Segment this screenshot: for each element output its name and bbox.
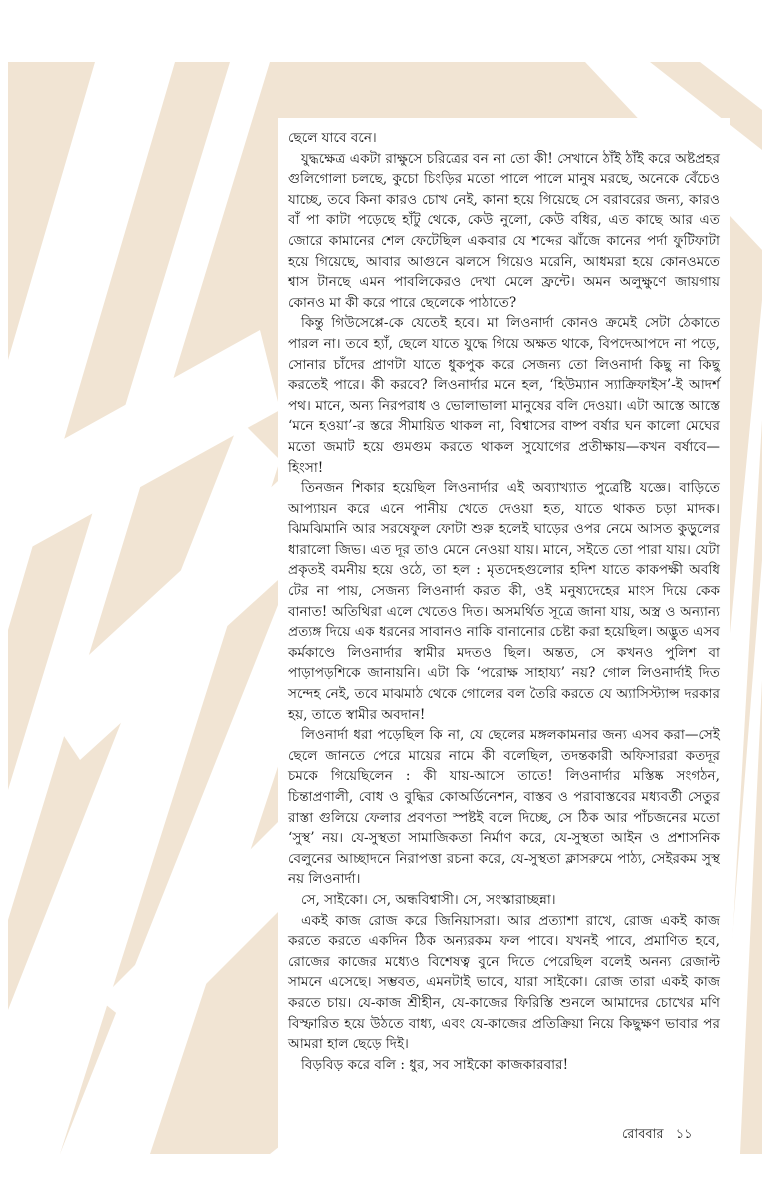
article-paragraph: বিড়বিড় করে বলি : ধুর, সব সাইকো কাজকারবার!	[301, 1056, 569, 1073]
article-paragraph: তিনজন শিকার হয়েছিল লিওনার্দার এই অব্যাখ্যাত পুত্রেষ্টি যজ্ঞে। বাড়িতে আপ্যায়ন করে এনে পানীয় খেতে দেওয়া হত, যাতে থাকত চড়া মাদক। ঝিমঝিমানি আর সরষেফুল ফোটা শুরু হলেই ঘাড়ের ওপর নেমে আসত কুড়ুলের ধারালো জিভ। এত দূর তাও মেনে নেওয়া যায়। মানে, সইতে তো পারা যায়। যেটা প্রকৃতই বমনীয় হয়ে ওঠে, তা হল : মৃতদেহগুলোর হদিশ যাতে কাকপক্ষী অবধি টের না পায়, সেজন্য লিওনার্দা করত কী, ওই মনুষ্যদেহের মাংস দিয়ে কেক বানাত! অতিথিরা এলে খেতেও দিত। অসমর্থিত সূত্রে জানা যায়, অস্ত্র ও অন্যান্য প্রত্যঙ্গ দিয়ে এক ধরনের সাবানও নাকি বানানোর চেষ্টা করা হয়েছিল। অদ্ভুত এসব কর্মকাণ্ডে লিওনার্দার স্বামীর মদতও ছিল। অন্তত, সে কখনও পুলিশ বা পাড়াপড়শিকে জানায়নি। এটা কি ‘পরোক্ষ সাহায্য’ নয়? গোল লিওনার্দাই দিত সন্দেহ নেই, তবে মাঝমাঠ থেকে গোলের বল তৈরি করতে যে অ্যাসিস্ট্যান্স দরকার হয়, তাতে স্বামীর অবদান!	[288, 480, 720, 723]
footer-page-number: ১১	[675, 1127, 693, 1142]
article-paragraph: একই কাজ রোজ করে জিনিয়াসরা। আর প্রত্যাশা রাখে, রোজ একই কাজ করতে করতে একদিন ঠিক অন্যরকম ফল পাবে। যখনই পাবে, প্রমাণিত হবে, রোজের কাজের মধ্যেও বিশেষত্ব বুনে দিতে পেরেছিল বলেই অনন্য রেজাল্ট সামনে এসেছে। সম্ভবত, এমনটাই ভাবে, যারা সাইকো। রোজ তারা একই কাজ করতে চায়। যে-কাজ শ্রীহীন, যে-কাজের ফিরিস্তি শুনলে আমাদের চোখের মণি বিস্ফারিত হয়ে উঠতে বাধ্য, এবং যে-কাজের প্রতিক্রিয়া নিয়ে কিছুক্ষণ ভাবার পর আমরা হাল ছেড়ে দিই।	[288, 912, 720, 1053]
page-footer	[614, 1125, 693, 1146]
article-paragraph: লিওনার্দা ধরা পড়েছিল কি না, যে ছেলের মঙ্গলকামনার জন্য এসব করা—সেই ছেলে জানতে পেরে মায়ের নামে কী বলেছিল, তদন্তকারী অফিসাররা কতদূর চমকে গিয়েছিলেন : কী যায়-আসে তাতে! লিওনার্দার মস্তিষ্ক সংগঠন, চিন্তাপ্রণালী, বোধ ও বুদ্ধির কোঅর্ডিনেশন, বাস্তব ও পরাবাস্তবের মধ্যবর্তী সেতুর রাস্তা গুলিয়ে ফেলার প্রবণতা স্পষ্টই বলে দিচ্ছে, সে ঠিক আর পাঁচজনের মতো ‘সুস্থ’ নয়। যে-সুস্থতা সামাজিকতা নির্মাণ করে, যে-সুস্থতা আইন ও প্রশাসনিক বেলুনের আচ্ছাদনে নিরাপত্তা রচনা করে, যে-সুস্থতা ক্লাসরুমে পাঠ্য, সেইরকম সুস্থ নয় লিওনার্দা।	[288, 727, 720, 888]
article-paragraph: যুদ্ধক্ষেত্র একটা রাক্ষুসে চরিত্রের বন না তো কী! সেখানে ঠাঁই ঠাঁই করে অষ্টপ্রহর গুলিগোলা চলছে, কুচো চিংড়ির মতো পালে পালে মানুষ মরছে, অনেকে বেঁচেও যাচ্ছে, তবে কিনা কারও চোখ নেই, কানা হয়ে গিয়েছে সে বরাবরের জন্য, কারও বাঁ পা কাটা পড়েছে হাঁটু থেকে, কেউ নুলো, কেউ বধির, এত কাছে আর এত জোরে কামানের শেল ফেটেছিল একবার যে শব্দের ঝাঁজে কানের পর্দা ফুটিফাটা হয়ে গিয়েছে, আবার আগুনে ঝলসে গিয়েও মরেনি, আধমরা হয়ে কোনওমতে শ্বাস টানছে এমন পাবলিকেরও দেখা মেলে ফ্রন্টে। অমন অলুক্ষুণে জায়গায় কোনও মা কী করে পারে ছেলেকে পাঠাতে?	[288, 150, 720, 311]
article-paragraph: সে, সাইকো। সে, অন্ধবিশ্বাসী। সে, সংস্কারাচ্ছন্না।	[301, 891, 556, 908]
article-body	[288, 128, 720, 1075]
footer-section-name: রোববার	[622, 1127, 664, 1142]
article-paragraph: কিন্তু গিউসেপ্পে-কে যেতেই হবে। মা লিওনার্দা কোনও ক্রমেই সেটা ঠেকাতে পারল না। তবে হ্যাঁ, ছেলে যাতে যুদ্ধে গিয়ে অক্ষত থাকে, বিপদেআপদে না পড়ে, সোনার চাঁদের প্রাণটা যাতে ধুকপুক করে সেজন্য তো লিওনার্দা কিছু না কিছু করতেই পারে। কী করবে? লিওনার্দার মনে হল, ‘হিউম্যান স্যাক্রিফাইস’-ই আদর্শ পথ। মানে, অন্য নিরপরাধ ও ভোলাভালা মানুষের বলি দেওয়া। এটা আস্তে আস্তে ‘মনে হওয়া’-র স্তরে সীমায়িত থাকল না, বিশ্বাসের বাষ্প বর্ষার ঘন কালো মেঘের মতো জমাট হয়ে গুমগুম করতে থাকল সুযোগের প্রতীক্ষায়—কখন বর্ষাবে—হিংসা!	[288, 315, 720, 476]
article-paragraph: ছেলে যাবে বনে।	[288, 130, 377, 146]
